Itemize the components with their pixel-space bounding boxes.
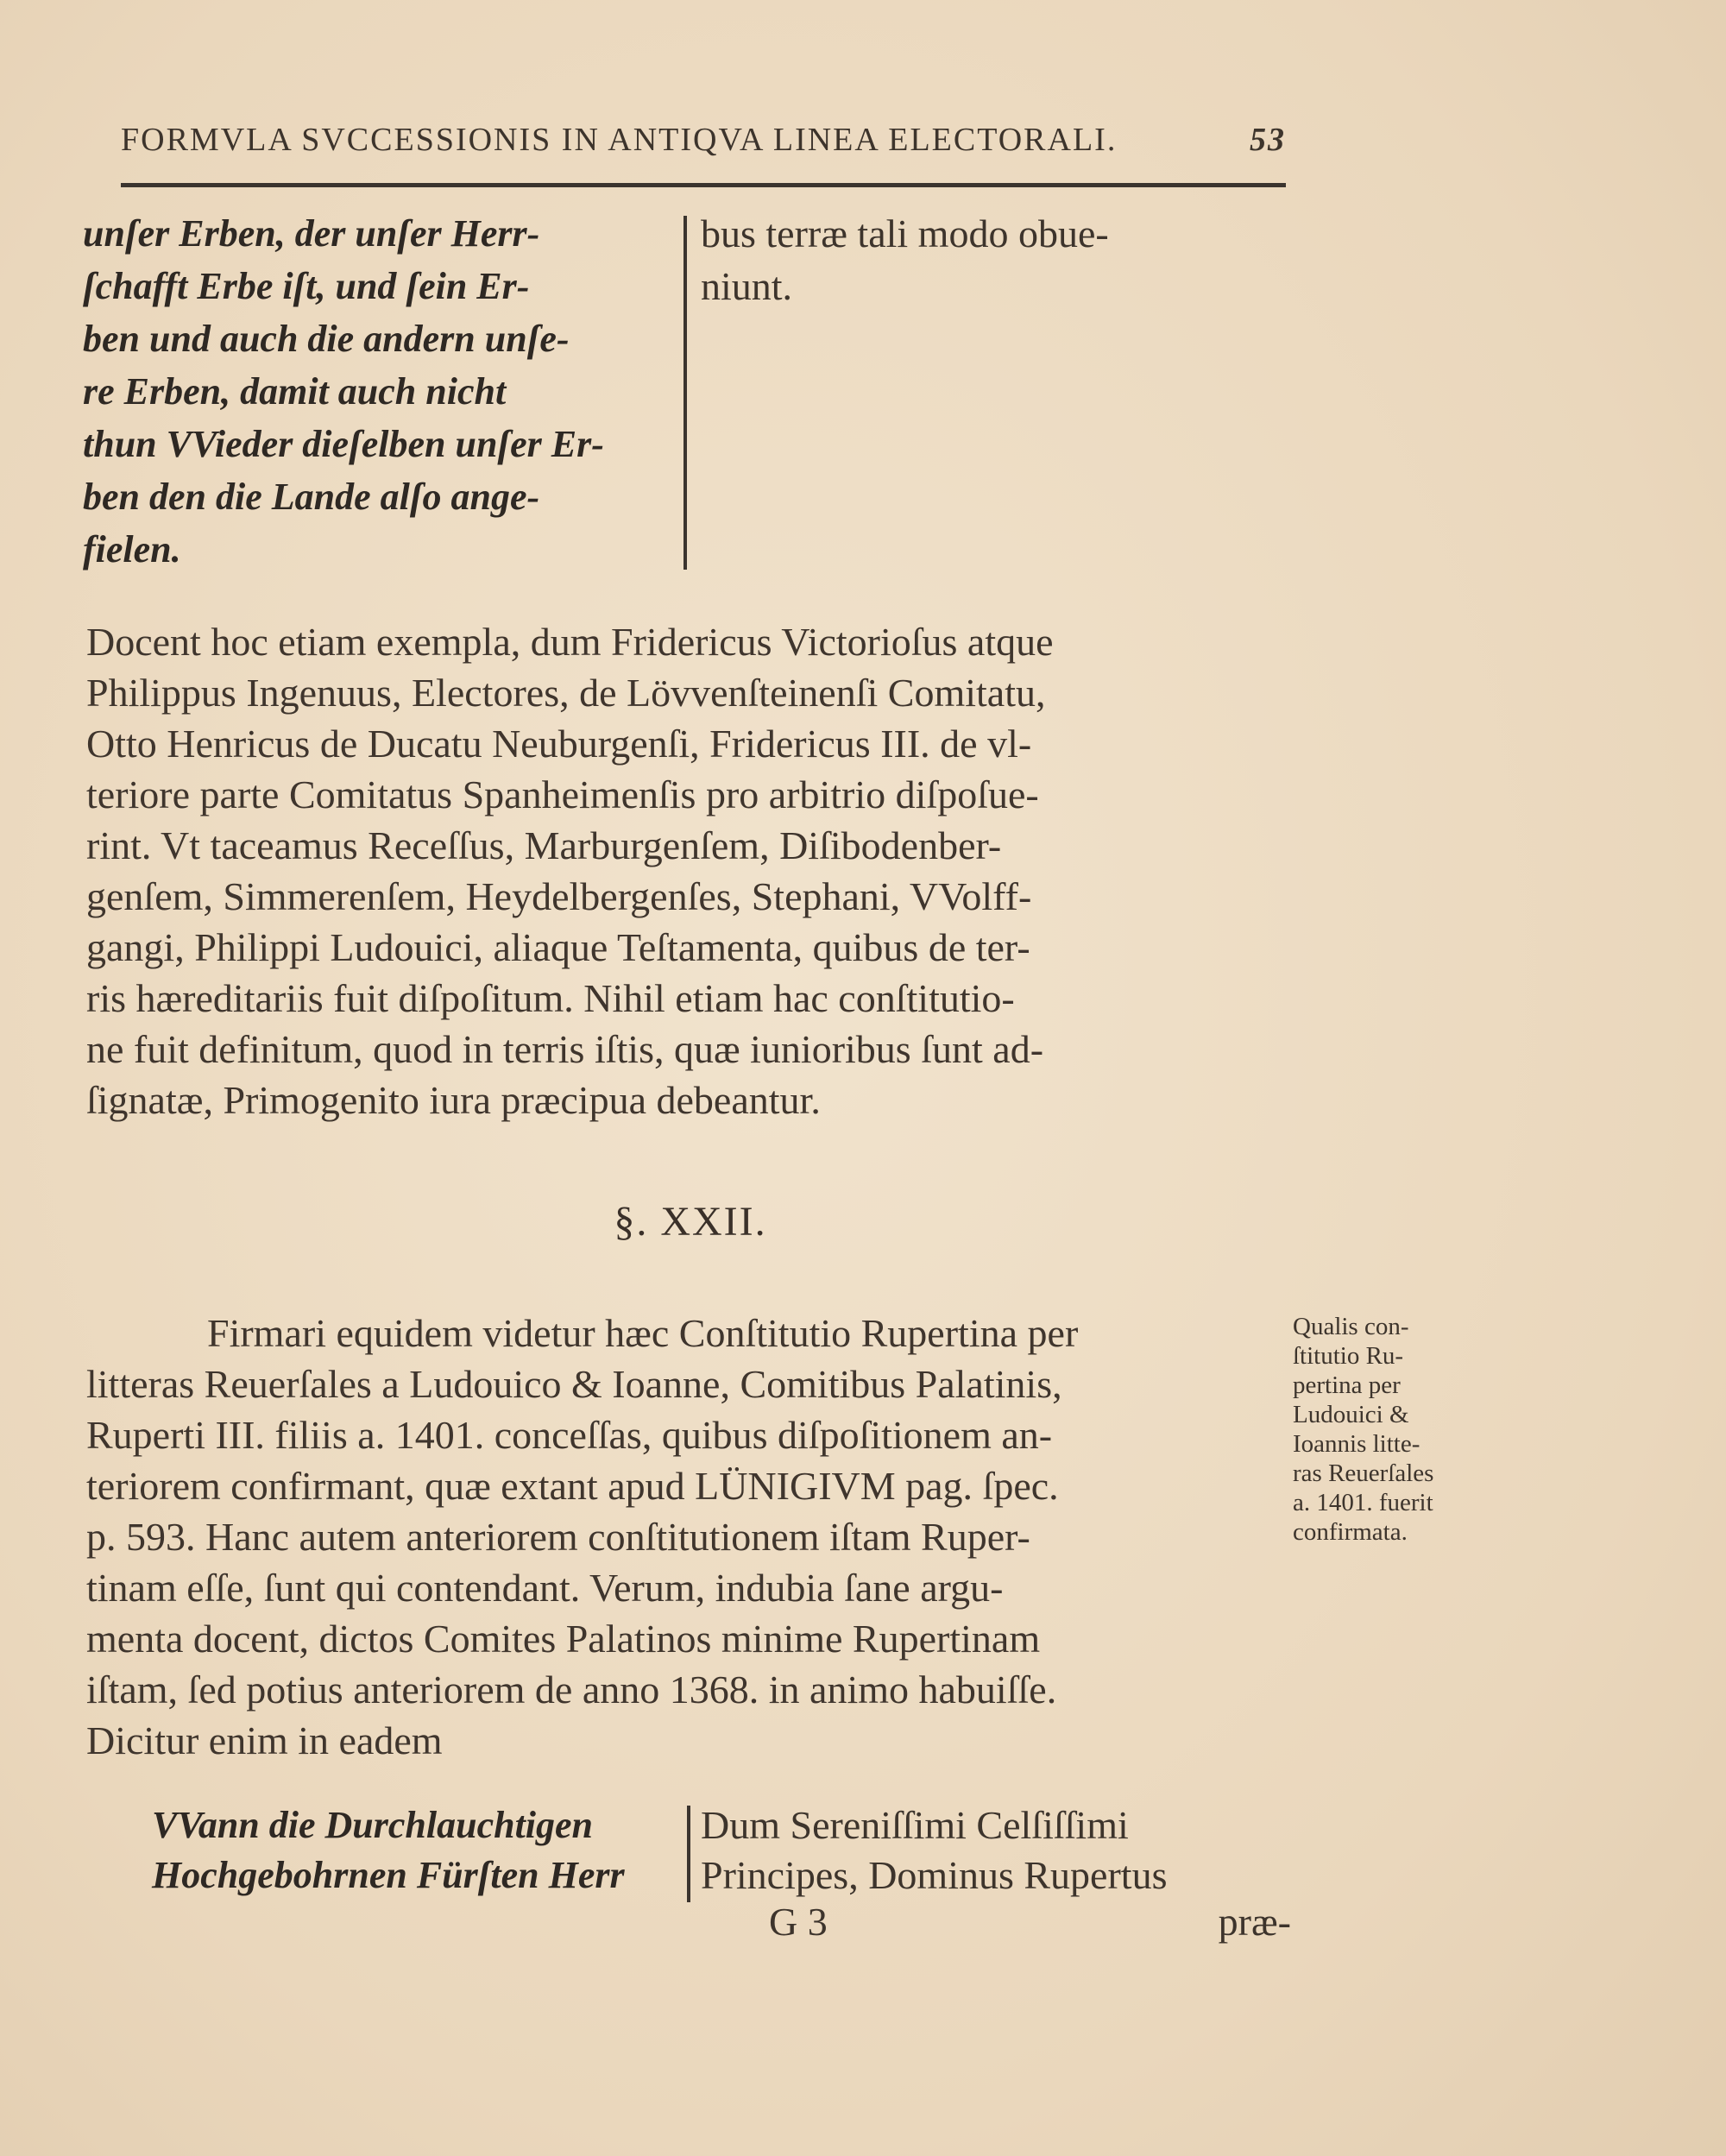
header-rule (121, 183, 1286, 187)
text-line: Otto Henricus de Ducatu Neuburgenſi, Fridericus III. de vl- (86, 722, 1032, 766)
running-header (121, 121, 1286, 159)
text-line: ris hæreditariis fuit diſpoſitum. Nihil etiam hac conſtitutio- (86, 976, 1015, 1020)
text-line: ſignatæ, Primogenito iura præcipua debeantur. (86, 1078, 821, 1122)
german-line: ben und auch die andern unſe- (83, 318, 570, 360)
latin-line: Dum Sereniſſimi Celſiſſimi (701, 1803, 1129, 1847)
column-divider (687, 1806, 690, 1902)
margin-line: a. 1401. fuerit (1293, 1489, 1433, 1516)
text-line: Dicitur enim in eadem (86, 1718, 443, 1762)
german-line: VVann die Durchlauchtigen (152, 1804, 594, 1846)
margin-line: ſtitutio Ru- (1293, 1342, 1404, 1370)
text-line: Philippus Ingenuus, Electores, de Lövvenſteinenſi Comitatu, (86, 671, 1046, 715)
german-column (83, 207, 670, 576)
text-line: menta docent, dictos Comites Palatinos minime Rupertinam (86, 1617, 1041, 1661)
latin-line: bus terræ tali modo obue- (701, 211, 1109, 255)
german-line: fielen. (83, 528, 181, 571)
margin-line: ras Reuerſales (1293, 1459, 1434, 1487)
text-line: iſtam, ſed potius anteriorem de anno 1368. in animo habuiſſe. (86, 1667, 1057, 1712)
german-line: ben den die Lande alſo ange- (83, 476, 540, 518)
latin-column (701, 207, 1291, 312)
marginal-note (1293, 1312, 1504, 1547)
catchword: præ- (1218, 1900, 1291, 1944)
latin-line: Principes, Dominus Rupertus (701, 1853, 1168, 1897)
running-title: FORMVLA SVCCESSIONIS IN ANTIQVA LINEA ELECTORALI. (121, 122, 1118, 158)
latin-column (701, 1800, 1291, 1901)
text-line: ne fuit definitum, quod in terris iſtis, quæ iunioribus ſunt ad- (86, 1027, 1044, 1071)
margin-line: Qualis con- (1293, 1313, 1409, 1340)
margin-line: Ludouici & (1293, 1401, 1409, 1428)
parallel-text-bottom (83, 1800, 1291, 1904)
paragraph-2 (86, 1308, 1290, 1766)
column-divider (683, 216, 687, 570)
page-footer (83, 1899, 1291, 1959)
text-line: Ruperti III. filiis a. 1401. conceſſas, quibus diſpoſitionem an- (86, 1413, 1053, 1457)
text-line: Firmari equidem videtur hæc Conſtitutio Rupertina per (207, 1311, 1079, 1355)
text-line: litteras Reuerſales a Ludouico & Ioanne, Comitibus Palatinis, (86, 1362, 1062, 1406)
text-line: genſem, Simmerenſem, Heydelbergenſes, Stephani, VVolff- (86, 874, 1032, 918)
section-heading: §. XXII. (614, 1199, 767, 1245)
german-line: Hochgebohrnen Fürſten Herr (152, 1854, 625, 1896)
text-line: Docent hoc etiam exempla, dum Fridericus Victorioſus atque (86, 620, 1054, 664)
german-column (152, 1800, 670, 1901)
text-line: gangi, Philippi Ludouici, aliaque Teſtamenta, quibus de ter- (86, 925, 1030, 969)
german-line: ſchafft Erbe iſt, und ſein Er- (83, 265, 530, 307)
margin-line: Ioannis litte- (1293, 1430, 1420, 1458)
text-line: p. 593. Hanc autem anteriorem conſtitutionem iſtam Ruper- (86, 1515, 1030, 1559)
margin-line: pertina per (1293, 1371, 1401, 1399)
latin-line: niunt. (701, 264, 793, 308)
page-number: 53 (1250, 122, 1286, 158)
signature-mark: G 3 (769, 1900, 828, 1944)
german-line: unſer Erben, der unſer Herr- (83, 212, 540, 255)
german-line: re Erben, damit auch nicht (83, 370, 507, 413)
text-line: teriorem confirmant, quæ extant apud LÜNIGIVM pag. ſpec. (86, 1464, 1059, 1508)
german-line: thun VVieder dieſelben unſer Er- (83, 423, 604, 465)
parallel-text-top (83, 207, 1291, 578)
text-line: teriore parte Comitatus Spanheimenſis pro arbitrio diſpoſue- (86, 772, 1039, 816)
text-line: tinam eſſe, ſunt qui contendant. Verum, indubia ſane argu- (86, 1566, 1004, 1610)
margin-line: confirmata. (1293, 1518, 1408, 1546)
text-line: rint. Vt taceamus Receſſus, Marburgenſem, Diſibodenber- (86, 823, 1002, 867)
paragraph-1 (86, 616, 1290, 1125)
